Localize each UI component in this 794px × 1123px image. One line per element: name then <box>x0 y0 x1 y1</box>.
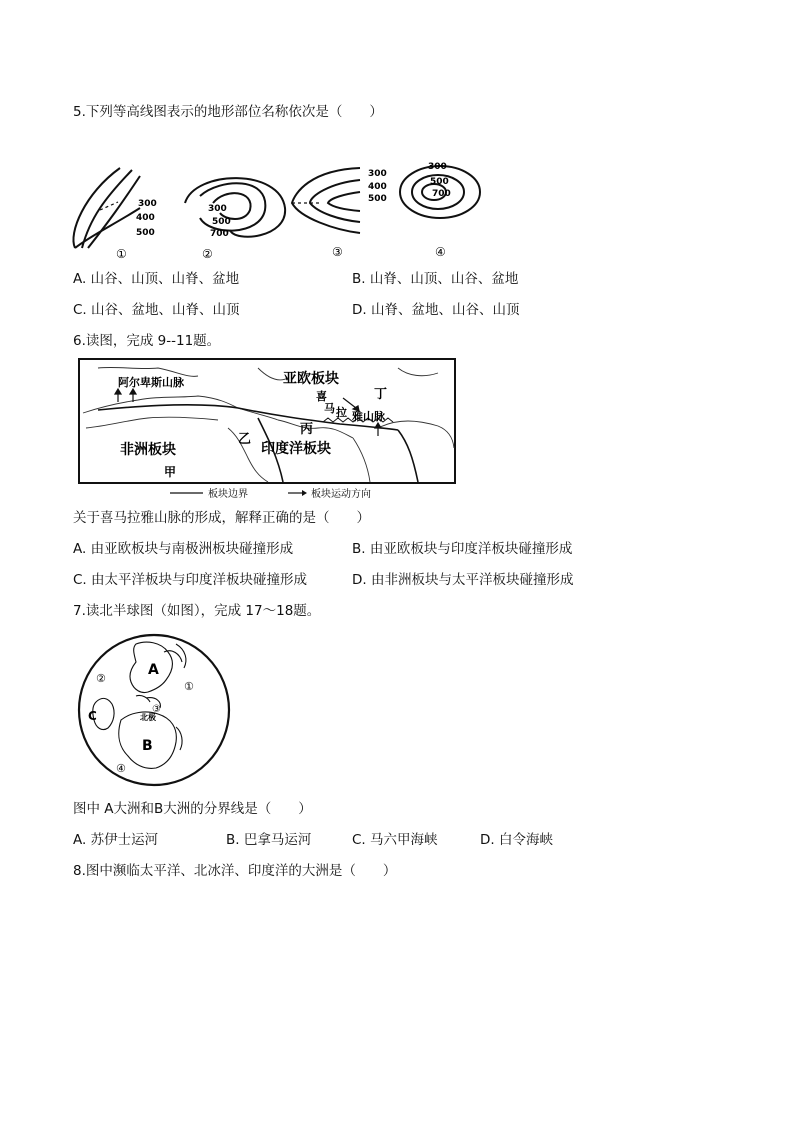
f3-label-300: 300 <box>368 169 387 179</box>
label-ocean-3: ③ <box>152 704 161 715</box>
q5-option-c: C. 山谷、盆地、山脊、山顶 <box>73 302 240 318</box>
q6-stem: 6.读图，完成 9--11题。 <box>73 333 221 349</box>
label-continent-b: B <box>142 738 153 754</box>
f1-label-500: 500 <box>136 228 155 238</box>
q7-option-d: D. 白令海峡 <box>480 832 553 848</box>
contour-figure-2 <box>185 178 285 237</box>
label-ocean-2: ② <box>96 672 106 685</box>
f1-label-300: 300 <box>138 199 157 209</box>
q6-option-d: D. 由非洲板块与太平洋板块碰撞形成 <box>352 572 574 588</box>
label-africa: 非洲板块 <box>120 442 176 458</box>
q7-northern-hemisphere-map <box>76 632 232 788</box>
label-himalaya-3: 拉 <box>336 406 347 419</box>
q7-option-b: B. 巴拿马运河 <box>226 832 312 848</box>
q5-contour-figures <box>60 158 500 263</box>
f4-label-500: 500 <box>430 177 449 187</box>
label-ding: 丁 <box>374 387 388 402</box>
f3-label-500: 500 <box>368 194 387 204</box>
label-himalaya-4: 雅山脉 <box>352 410 385 423</box>
label-himalaya-1: 喜 <box>316 390 327 403</box>
fig-number-1: ① <box>116 247 127 261</box>
label-yi: 乙 <box>238 432 252 447</box>
q7-stem: 7.读北半球图（如图），完成 17～18题。 <box>73 603 321 619</box>
f2-label-700: 700 <box>210 229 229 239</box>
label-alps: 阿尔卑斯山脉 <box>118 376 184 389</box>
q8-stem: 8.图中濒临太平洋、北冰洋、印度洋的大洲是（ ） <box>73 863 397 879</box>
label-himalaya-2: 马 <box>324 402 335 415</box>
label-north-pole: 北极 <box>140 713 156 722</box>
f4-label-700: 700 <box>432 189 451 199</box>
label-ocean-1: ① <box>184 680 194 693</box>
label-eurasia: 亚欧板块 <box>283 371 339 387</box>
q5-option-d: D. 山脊、盆地、山谷、山顶 <box>352 302 520 318</box>
label-continent-c: C <box>88 709 97 723</box>
fig-number-3: ③ <box>332 245 343 259</box>
label-bing: 丙 <box>300 422 314 437</box>
q6-option-a: A. 由亚欧板块与南极洲板块碰撞形成 <box>73 541 294 557</box>
q7-option-a: A. 苏伊士运河 <box>73 832 159 848</box>
label-ocean-4: ④ <box>116 762 126 775</box>
q5-option-a: A. 山谷、山顶、山脊、盆地 <box>73 271 240 287</box>
q6-question: 关于喜马拉雅山脉的形成，解释正确的是（ ） <box>73 510 370 526</box>
f4-label-300: 300 <box>428 162 447 172</box>
map-legend <box>170 487 371 500</box>
fig-number-4: ④ <box>435 245 446 259</box>
contour-figure-1 <box>73 168 140 248</box>
label-indian: 印度洋板块 <box>261 441 331 457</box>
contour-figure-3 <box>292 168 360 233</box>
q6-plate-map <box>78 358 458 500</box>
q6-option-b: B. 由亚欧板块与印度洋板块碰撞形成 <box>352 541 573 557</box>
q6-option-c: C. 由太平洋板块与印度洋板块碰撞形成 <box>73 572 308 588</box>
legend-boundary: 板块边界 <box>208 489 248 500</box>
f3-label-400: 400 <box>368 182 387 192</box>
q7-option-c: C. 马六甲海峡 <box>352 832 438 848</box>
fig-number-2: ② <box>202 247 213 261</box>
q5-option-b: B. 山脊、山顶、山谷、盆地 <box>352 271 519 287</box>
f2-label-300: 300 <box>208 204 227 214</box>
label-continent-a: A <box>148 662 159 678</box>
f1-label-400: 400 <box>136 213 155 223</box>
q5-stem: 5.下列等高线图表示的地形部位名称依次是（ ） <box>73 104 383 120</box>
q7-question: 图中 A大洲和B大洲的分界线是（ ） <box>73 801 312 817</box>
label-jia: 甲 <box>164 465 177 479</box>
legend-direction: 板块运动方向 <box>311 489 371 500</box>
f2-label-500: 500 <box>212 217 231 227</box>
